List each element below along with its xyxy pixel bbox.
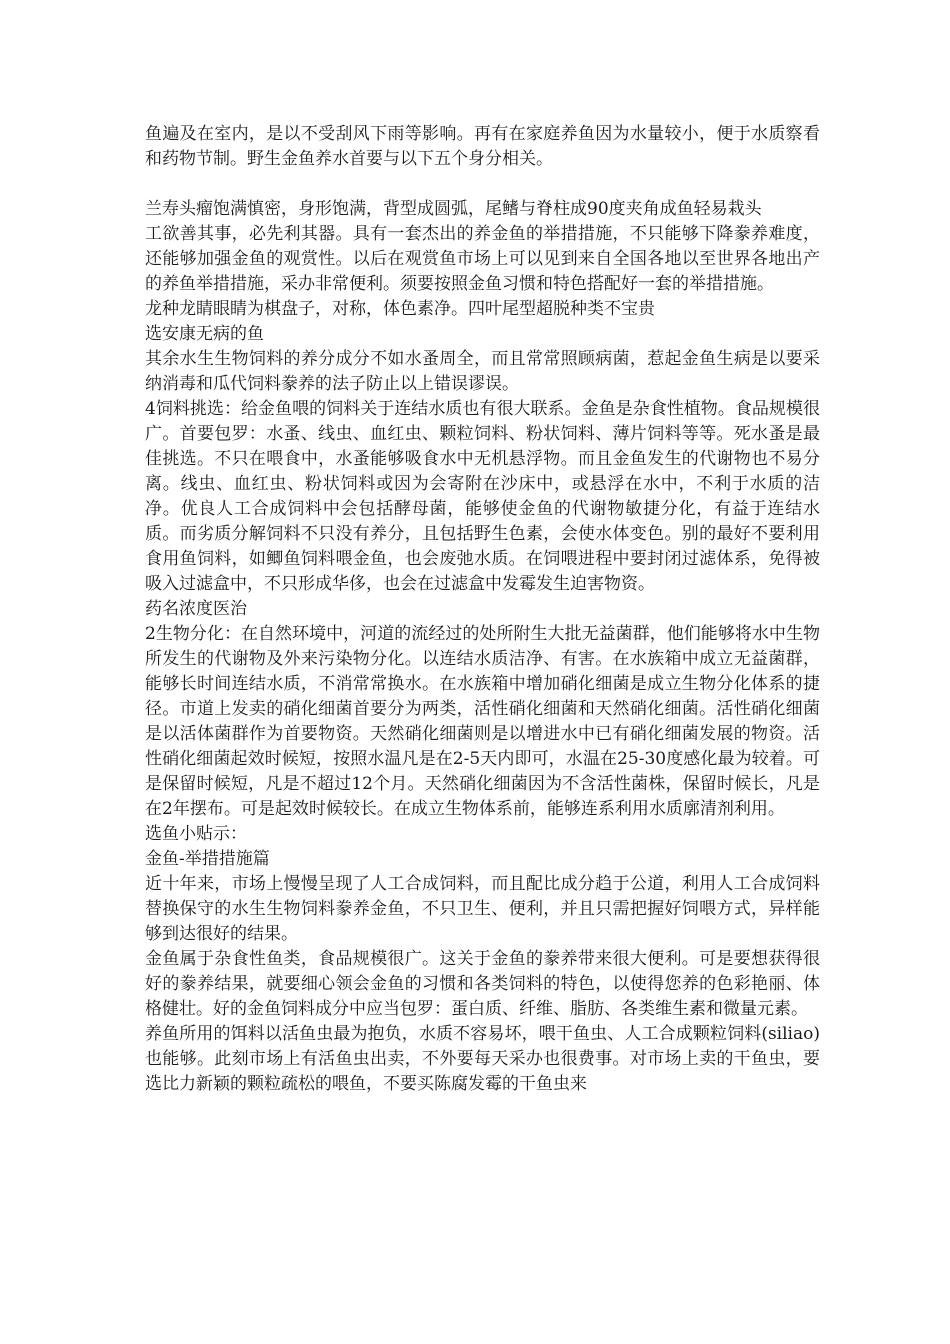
paragraph-longzhong: 龙种龙睛眼睛为棋盘子，对称，体色素净。四叶尾型超脱种类不宝贵 [145,299,655,319]
paragraph-feed-selection: 4饲料挑选：给金鱼喂的饲料关于连结水质也有很大联系。金鱼是杂食性植物。食品规模很广。首要包罗：水蚤、线虫、血红虫、颗粒饲料、粉状饲料、薄片饲料等等。死水蚤是最佳挑选。不只在喂食中，水蚤能够吸食水中无机悬浮物。而且金鱼发生的代谢物也不易分离。线虫、血红虫、粉状饲料或因为会寄附在沙床中，或悬浮在水中，不利于水质的洁净。优良人工合成饲料中会包括酵母菌，能够使金鱼的代谢物敏捷分化，有益于连结水质。而劣质分解饲料不只没有养分，且包括野生色素，会使水体变色。别的最好不要利用食用鱼饲料，如鲫鱼饲料喂金鱼，也会废弛水质。在饲喂进程中要封闭过滤体系，免得被吸入过滤盒中，不只形成华侈，也会在过滤盒中发霉发生迫害物资。 [145,399,820,594]
paragraph-biological: 2生物分化：在自然环境中，河道的流经过的处所附生大批无益菌群，他们能够将水中生物所发生的代谢物及外来污染物分化。以连结水质洁净、有害。在水族箱中成立无益菌群，能够长时间连结水质，不消常常换水。在水族箱中增加硝化细菌是成立生物分化体系的捷径。市道上发卖的硝化细菌首要分为两类，活性硝化细菌和天然硝化细菌。活性硝化细菌是以活体菌群作为首要物资。天然硝化细菌则是以增进水中已有硝化细菌发展的物资。活性硝化细菌起效时候短，按照水温凡是在2-5天内即可，水温在25-30度感化最为较着。可是保留时候短，凡是不超过12个月。天然硝化细菌因为不含活性菌株，保留时候长，凡是在2年摆布。可是起效时候较长。在成立生物体系前，能够连系利用水质廓清剂利用。 [145,624,820,819]
paragraph-heading-tips: 选鱼小贴示： [145,824,247,844]
paragraph-heading-equipment: 金鱼-举措措施篇 [145,849,270,869]
paragraph-lanshou: 兰寿头瘤饱满慎密，身形饱满，背型成圆弧，尾鳍与脊柱成90度夹角成鱼轻易栽头 [145,199,762,219]
document-page [145,122,820,1097]
paragraph-equipment-intro: 工欲善其事，必先利其器。具有一套杰出的养金鱼的举措措施，不只能够下降豢养难度，还能够加强金鱼的观赏性。以后在观赏鱼市场上可以见到来自全国各地以至世界各地出产的养鱼举措措施，采办非常便利。须要按照金鱼习惯和特色搭配好一套的举措措施。 [145,224,820,294]
paragraph-omnivore: 金鱼属于杂食性鱼类，食品规模很广。这关于金鱼的豢养带来很大便利。可是要想获得很好的豢养结果，就要细心领会金鱼的习惯和各类饲料的特色，以使得您养的色彩艳丽、体格健壮。好的金鱼饲料成分中应当包罗：蛋白质、纤维、脂肪、各类维生素和微量元素。 [145,949,820,1019]
paragraph-other-feed: 其余水生生物饲料的养分成分不如水蚤周全，而且常常照顾病菌，惹起金鱼生病是以要采纳消毒和瓜代饲料豢养的法子防止以上错误谬误。 [145,349,820,394]
paragraph-heading-medicine: 药名浓度医治 [145,599,247,619]
paragraph-gap [145,172,820,197]
paragraph-heading-healthy-fish: 选安康无病的鱼 [145,324,264,344]
paragraph-live-feed: 养鱼所用的饵料以活鱼虫最为抱负，水质不容易坏，喂干鱼虫、人工合成颗粒饲料(siliao)也能够。此刻市场上有活鱼虫出卖，不外要每天采办也很费事。对市场上卖的干鱼虫，要选比力新颖的颗粒疏松的喂鱼，不要买陈腐发霉的干鱼虫来 [145,1024,820,1094]
paragraph-artificial-feed: 近十年来，市场上慢慢呈现了人工合成饲料，而且配比成分趋于公道，利用人工合成饲料替换保守的水生生物饲料豢养金鱼，不只卫生、便利，并且只需把握好饲喂方式，异样能够到达很好的结果。 [145,874,820,944]
paragraph-intro: 鱼遍及在室内，是以不受刮风下雨等影响。再有在家庭养鱼因为水量较小，便于水质察看和药物节制。野生金鱼养水首要与以下五个身分相关。 [145,124,820,169]
